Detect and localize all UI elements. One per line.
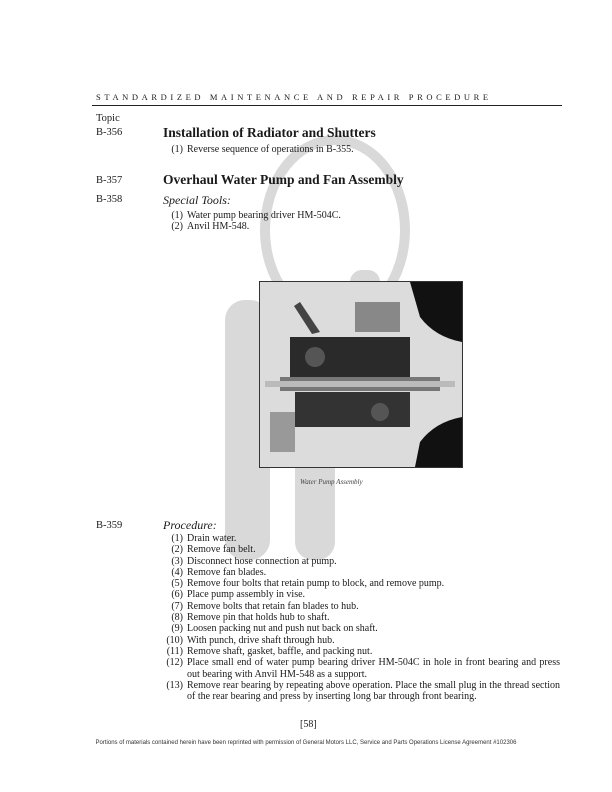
step-text: Remove fan belt. [187, 544, 256, 556]
step-text: Remove rear bearing by repeating above operation. Place the small plug in the thread section of the rear bearing and press by inserting long bar through front bearing. [187, 679, 560, 703]
step-text: Drain water. [187, 533, 237, 544]
step-number: (2) [171, 544, 183, 556]
steps-b359 [160, 533, 560, 702]
step-number: (5) [171, 578, 183, 590]
step-number: (3) [171, 555, 183, 567]
step-text: Disconnect hose connection at pump. [187, 555, 337, 567]
list-item [160, 601, 560, 612]
section-title-b356: Installation of Radiator and Shutters [163, 125, 376, 140]
list-item [160, 680, 560, 703]
step-number: (7) [171, 600, 183, 612]
list-item [160, 589, 560, 600]
step-text: With punch, drive shaft through hub. [187, 634, 335, 646]
step-number: (8) [171, 612, 183, 624]
list-item [160, 544, 560, 555]
copyright-notice: Portions of materials contained herein have been reprinted with permission of General Motors LLC, Service and Parts Operations License Agreement #102306 [95, 740, 517, 746]
section-title-b357: Overhaul Water Pump and Fan Assembly [163, 172, 404, 187]
figure-caption: Water Pump Assembly [300, 478, 363, 486]
header-rule [92, 105, 562, 106]
topic-number-b357: B-357 [96, 175, 123, 186]
list-item [160, 635, 560, 646]
topic-label: Topic [96, 113, 120, 124]
step-text: Water pump bearing driver HM-504C. [187, 210, 341, 221]
step-text: Loosen packing nut and push nut back on shaft. [187, 623, 378, 635]
step-text: Reverse sequence of operations in B-355. [187, 144, 354, 155]
step-text: Remove shaft, gasket, baffle, and packing nut. [187, 645, 373, 657]
step-text: Remove fan blades. [187, 566, 267, 578]
step-number: (13) [166, 679, 183, 691]
water-pump-illustration [260, 282, 462, 467]
list-item [160, 533, 560, 544]
list-item [160, 567, 560, 578]
step-number: (1) [171, 210, 183, 221]
step-number: (1) [171, 144, 183, 155]
steps-b356 [160, 144, 440, 155]
step-text: Place small end of water pump bearing driver HM-504C in hole in front bearing and press out bearing with Anvil HM-548 as a support. [187, 657, 560, 680]
step-number: (2) [171, 221, 183, 233]
step-text: Remove pin that holds hub to shaft. [187, 612, 330, 624]
list-item [160, 210, 420, 221]
step-text: Place pump assembly in vise. [187, 589, 306, 601]
step-number: (4) [171, 566, 183, 578]
water-pump-photo [259, 281, 463, 468]
list-item [160, 623, 560, 634]
step-number: (9) [171, 623, 183, 635]
subtitle-procedure: Procedure: [163, 518, 217, 532]
list-item [160, 657, 560, 680]
step-number: (10) [166, 634, 183, 646]
step-text: Anvil HM-548. [187, 221, 250, 233]
list-item [160, 221, 420, 232]
topic-number-b358: B-358 [96, 194, 123, 205]
topic-number-b356: B-356 [96, 127, 123, 138]
step-text: Remove four bolts that retain pump to block, and remove pump. [187, 578, 445, 590]
step-number: (12) [166, 657, 183, 669]
list-item [160, 578, 560, 589]
list-item [160, 612, 560, 623]
topic-number-b359: B-359 [96, 520, 123, 531]
list-item [160, 144, 440, 155]
step-number: (11) [166, 645, 183, 657]
list-item [160, 646, 560, 657]
steps-b358 [160, 210, 420, 233]
step-number: (1) [171, 533, 183, 544]
subtitle-special-tools: Special Tools: [163, 193, 231, 207]
step-text: Remove bolts that retain fan blades to hub. [187, 600, 359, 612]
list-item [160, 556, 560, 567]
running-head: STANDARDIZED MAINTENANCE AND REPAIR PROCEDURE [96, 92, 492, 102]
page-number: [58] [300, 719, 317, 730]
step-number: (6) [171, 589, 183, 601]
